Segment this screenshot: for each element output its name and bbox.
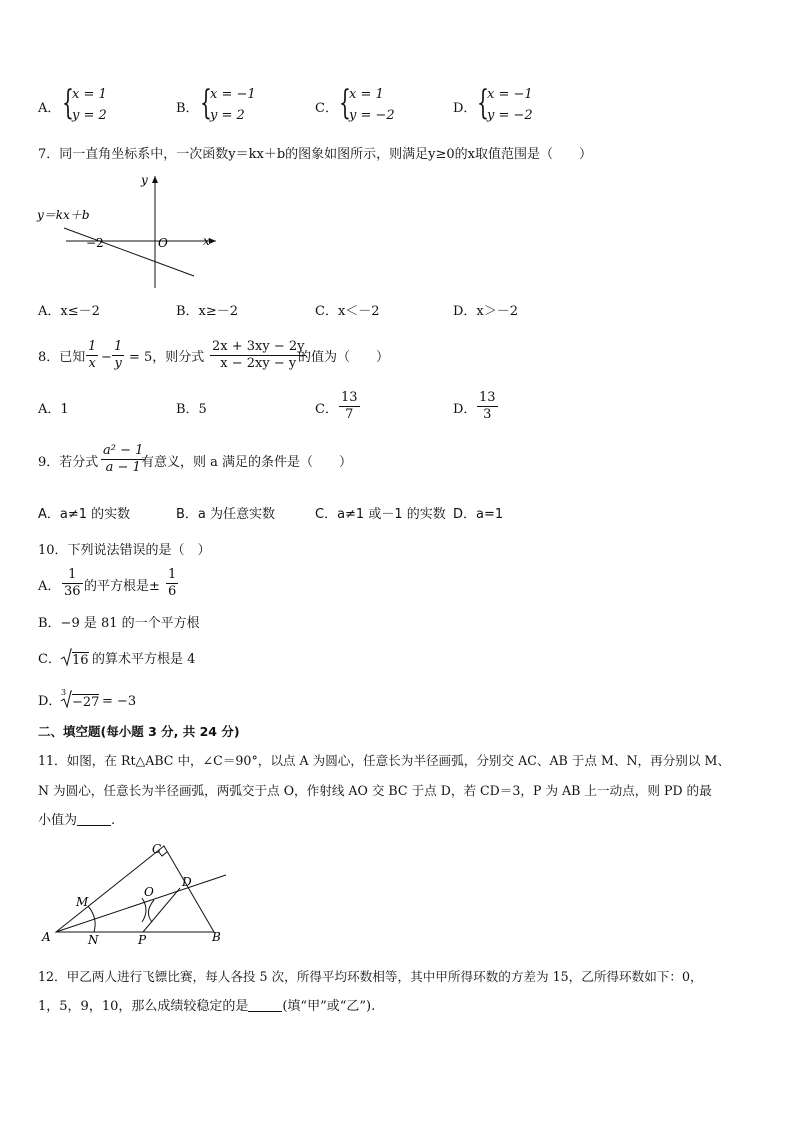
q8-suffix: 的值为（ ） (298, 350, 390, 365)
q12-line-2: 1，5，9，10，那么成绩较稳定的是 (填“甲”或“乙”). (38, 999, 376, 1014)
q8-frac-1: $\frac{1}{x}$ (88, 339, 97, 371)
q10-option-a-label: A． (38, 579, 61, 594)
q6-option-b-label: B． (176, 101, 199, 116)
label-b: B (212, 930, 221, 944)
x-axis-arrow-icon (209, 238, 216, 244)
q7-option-a: A．x≤－2 (38, 304, 100, 319)
q11-figure (38, 840, 230, 950)
q10-option-a-text: 的平方根是± (84, 579, 160, 594)
q9-option-b: B．a 为任意实数 (176, 507, 276, 522)
q9-option-a: A．a≠1 的实数 (38, 507, 131, 522)
q10-option-d-text: = −3 (102, 694, 137, 709)
q6-option-c-label: C． (315, 101, 338, 116)
q10-option-d-index: 3 (61, 688, 67, 697)
brace-icon: { (477, 83, 489, 123)
q8-prefix: 8．已知 (38, 350, 86, 365)
q11-line-3: 小值为 . (38, 813, 116, 828)
y-axis-label: y (141, 173, 148, 187)
label-c: C (152, 842, 162, 856)
x-axis-label: x (203, 234, 210, 248)
q8-option-c-label: C． (315, 402, 338, 417)
q10-stem: 10．下列说法错误的是（ ） (38, 543, 211, 558)
q9-frac: $\frac{\text{a² − 1}}{a - 1}$ (103, 443, 144, 475)
section-2-title: 二、填空题(每小题 3 分, 共 24 分) (38, 724, 240, 739)
q12-line-1: 12．甲乙两人进行飞镖比赛，每人各投 5 次，所得平均环数相等，其中甲所得环数的方差为 15，乙所得环数如下：0， (38, 969, 703, 984)
label-n: N (88, 933, 99, 947)
q7-option-b: B．x≥－2 (176, 304, 239, 319)
q10-option-c-label: C． (38, 652, 61, 667)
q6-option-a-label: A． (38, 101, 61, 116)
q8-option-c-frac: $\frac{13}{7}$ (341, 390, 358, 422)
q9-option-c: C．a≠1 或－1 的实数 (315, 507, 446, 522)
answer-blank (77, 813, 111, 826)
q8-eq: = 5，则分式 (129, 350, 205, 365)
label-m: M (76, 895, 89, 909)
label-p: P (138, 933, 147, 947)
q10-option-b: B．−9 是 81 的一个平方根 (38, 616, 200, 631)
q8-option-d-frac: $\frac{13}{3}$ (479, 390, 496, 422)
q8-option-a: A．1 (38, 402, 69, 417)
label-a: A (42, 930, 51, 944)
brace-icon: { (62, 83, 74, 123)
q9-option-d: D．a=1 (453, 507, 504, 522)
q8-option-d-label: D． (453, 402, 477, 417)
line-label: y＝kx＋b (37, 208, 90, 222)
brace-icon: { (339, 83, 351, 123)
q11-line-2: N 为圆心，任意长为半径画弧，两弧交于点 O，作射线 AO 交 BC 于点 D，若 CD＝3，P 为 AB 上一动点，则 PD 的最 (38, 783, 712, 798)
y-axis-arrow-icon (152, 176, 158, 183)
q10-option-a-frac-2: $\frac{1}{6}$ (168, 567, 177, 599)
q7-graph (36, 170, 226, 292)
answer-blank (248, 999, 282, 1012)
label-d: D (182, 875, 192, 889)
q10-option-c-radicand: 16 (72, 653, 89, 668)
q7-stem: 7．同一直角坐标系中，一次函数y＝kx＋b的图象如图所示，则满足y≥0的x取值范围是（ ） (38, 147, 592, 162)
q8-minus: − (101, 350, 112, 365)
q8-frac-2: $\frac{1}{y}$ (114, 339, 123, 371)
q10-option-a-frac-1: $\frac{1}{36}$ (64, 567, 81, 599)
arc-o-2 (148, 900, 154, 922)
q10-option-d-radicand: −27 (72, 695, 100, 710)
q7-option-d: D．x＞－2 (453, 304, 519, 319)
label-o: O (144, 885, 154, 899)
q9-suffix: 有意义，则 a 满足的条件是（ ） (141, 455, 353, 470)
q7-option-c: C．x＜－2 (315, 304, 380, 319)
q8-frac-3: $\frac{2x + 3xy - 2y}{x - 2xy - y}$ (212, 339, 305, 371)
q9-prefix: 9．若分式 (38, 455, 99, 470)
q6-option-d-label: D． (453, 101, 477, 116)
q10-option-d-label: D． (38, 694, 62, 709)
q10-option-c-text: 的算术平方根是 4 (92, 652, 196, 667)
q11-line-1: 11．如图，在 Rt△ABC 中，∠C＝90°，以点 A 为圆心，任意长为半径画弧，分别交 AC、AB 于点 M、N，再分别以 M、 (38, 753, 730, 768)
cube-root-icon (60, 689, 72, 709)
function-line (64, 228, 194, 276)
q8-option-b: B．5 (176, 402, 207, 417)
tick-label: −2 (86, 236, 104, 250)
radical-icon (60, 647, 72, 667)
triangle-abc (56, 846, 214, 932)
origin-label: O (158, 236, 168, 250)
brace-icon: { (200, 83, 212, 123)
